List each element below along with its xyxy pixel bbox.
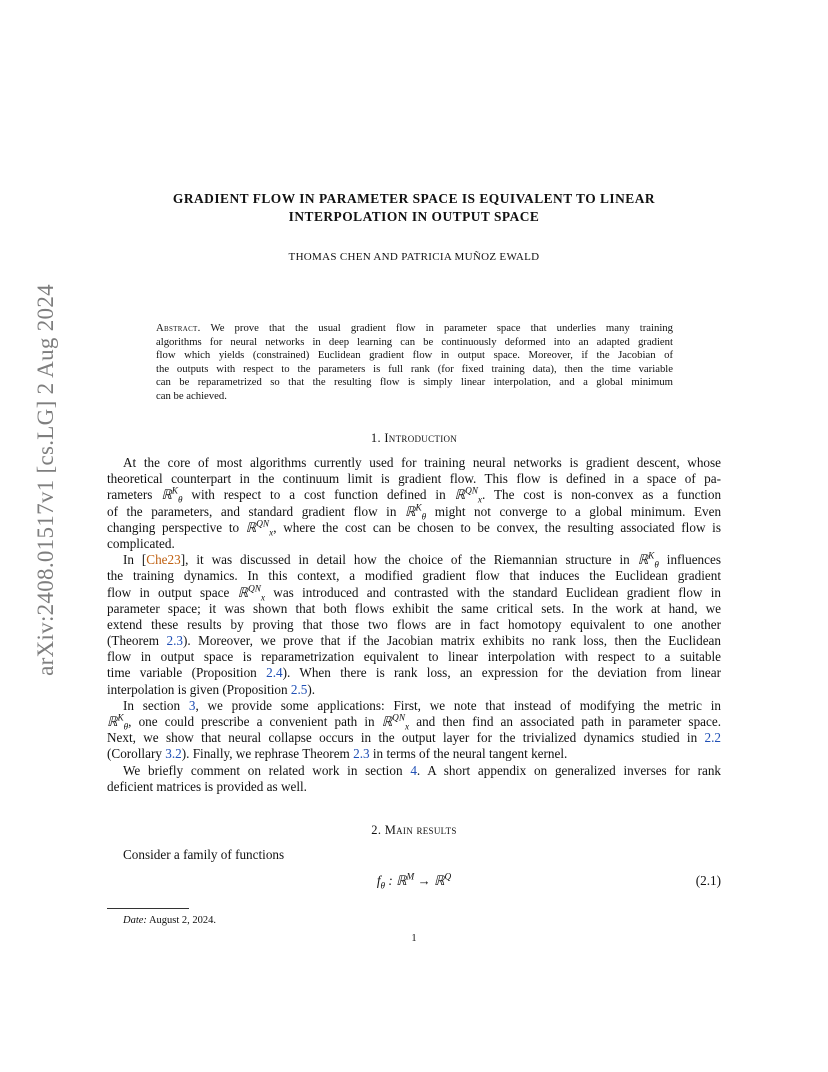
math-r-theta-k: ℝ$^K_\theta$ [161, 485, 183, 506]
abstract-label: Abstract. [156, 322, 201, 334]
page-number: 1 [411, 933, 417, 944]
reference-link[interactable]: 3 [188, 697, 196, 713]
footnote-rule [107, 908, 189, 909]
reference-link[interactable]: 2.3 [353, 746, 370, 762]
reference-link[interactable]: 2.3 [166, 633, 183, 649]
introduction-body: At the core of most algorithms currently used for training neural networks is gradient descent, whose theoretical counterpart in the continuum limit is gradient flow. This flow is defined in a space of pa- rameters ℝ$^K_\theta$ with respect to a cost function defined in ℝ$^{QN}_x$. The cost is non-convex as a function of the parameters, and standard gradient flow in ℝ$^K_\theta$ might not converge to a global minimum. Even changing perspective to ℝ$^{QN}_x$, where the cost can be chosen to be convex, the resulting associated flow is complicated. In [Che23], it was discussed in detail how the choice of the Riemannian structure in ℝ$^K_\theta$ influences the training dynamics. In this context, a modified gradient flow that induces the Euclidean gradient flow in output space ℝ$^{QN}_x$ was introduced and contrasted with the standard Euclidean gradient flow in parameter space; it was shown that both flows exhibit the same critical sets. In the work at hand, we extend these results by proving that those two flows are in fact homotopy equivalent to one another (Theorem 2.3). Moreover, we prove that if the Jacobian matrix exhibits no rank loss, then the Euclidean flow in output space is reparametrization equivalent to linear interpolation with respect to a suitable time variable (Proposition 2.4). When there is rank loss, an expression for the deviation from linear interpolation is given (Proposition 2.5). In section 3, we provide some applications: First, we note that instead of modifying the metric in ℝ$^K_\theta$, one could prescribe a convenient path in ℝ$^{QN}_x$ and then find an associated path in parameter space. Next, we show that neural collapse occurs in the output layer for the trivialized dynamics studied in 2.2 (Corollary 3.2). Finally, we rephrase Theorem 2.3 in terms of the neural tangent kernel. We briefly comment on related work in section 4. A short appendix on generalized inverses for rank deficient matrices is provided as well. [107, 455, 722, 794]
reference-link[interactable]: 2.5 [290, 681, 308, 697]
reference-link[interactable]: 3.2 [165, 746, 182, 762]
reference-link[interactable]: 4 [410, 762, 417, 778]
main-results-body: Consider a family of functions [123, 847, 285, 862]
reference-link[interactable]: 2.2 [704, 730, 721, 746]
equation-number: (2.1) [695, 873, 721, 888]
math-r-x-qn: ℝ$^{QN}_x$ [454, 485, 483, 506]
equation-2-1 [107, 873, 721, 891]
equation-content: $f_\theta$ : ℝ$^M$ → ℝ$^Q$ [376, 871, 452, 891]
citation-link[interactable]: Che23 [146, 552, 181, 568]
footnote-date: Date: August 2, 2024. [123, 915, 217, 926]
title-line-1: GRADIENT FLOW IN PARAMETER SPACE IS EQUIVALENT TO LINEAR [172, 191, 656, 206]
title-line-2: INTERPOLATION IN OUTPUT SPACE [288, 209, 540, 224]
section-2-heading: 2. Main results [371, 823, 457, 837]
abstract: Abstract. We prove that the usual gradient flow in parameter space that underlies many training algorithms for neural networks in deep learning can be continuously deformed into an adapted gradient flow which yields (constrained) Euclidean gradient flow in output space. Moreover, if the Jacobian of the outputs with respect to the parameters is full rank (for fixed training data), then the time variable can be reparametrized so that the resulting flow is simply linear interpolation, and a global minimum can be achieved. [156, 322, 673, 402]
arxiv-stamp: arXiv:2408.01517v1 [cs.LG] 2 Aug 2024 [33, 284, 58, 676]
paper-title [108, 190, 720, 226]
authors: THOMAS CHEN AND PATRICIA MUÑOZ EWALD [288, 251, 540, 263]
reference-link[interactable]: 2.4 [266, 665, 283, 681]
section-1-heading: 1. Introduction [370, 431, 458, 445]
